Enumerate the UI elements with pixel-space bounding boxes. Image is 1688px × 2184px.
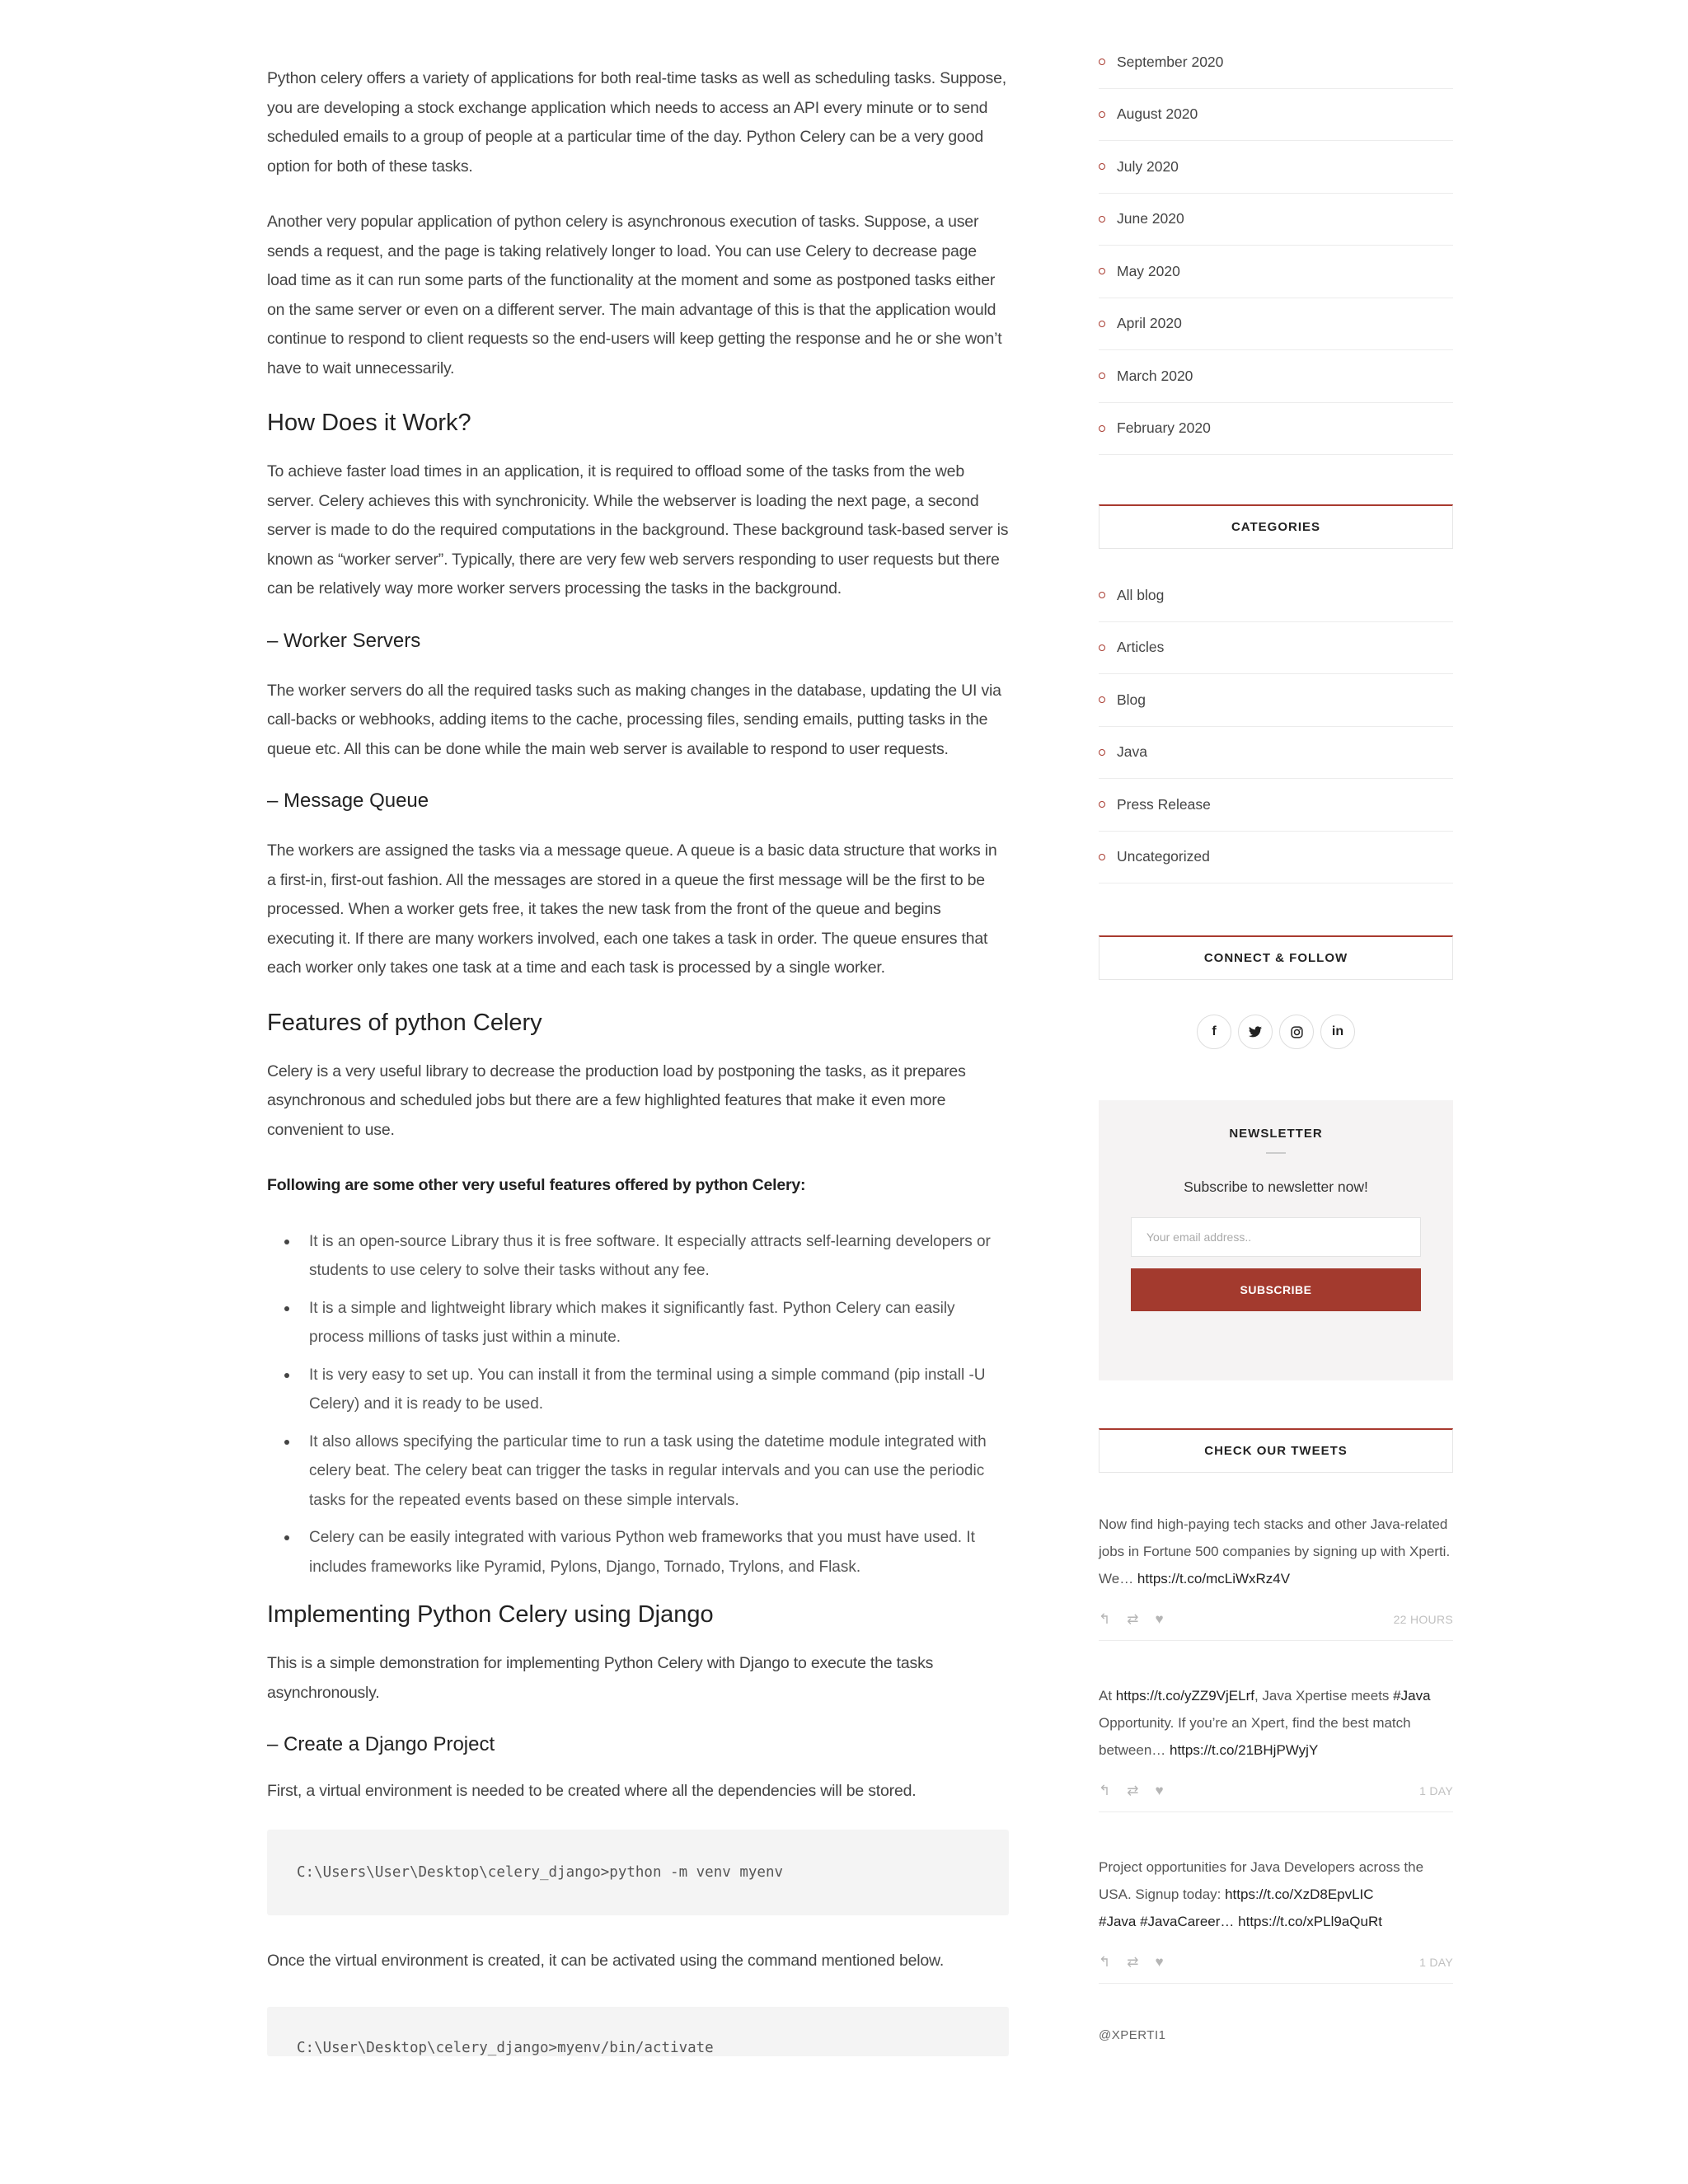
tweet-time: 22 HOURS: [1393, 1613, 1453, 1626]
archive-link[interactable]: May 2020: [1117, 262, 1180, 279]
archive-item[interactable]: [1099, 194, 1453, 246]
archive-link[interactable]: July 2020: [1117, 157, 1179, 175]
list-item: It is very easy to set up. You can install it from the terminal using a simple command (pip install -U Celery) and it is ready to be used.: [309, 1361, 1009, 1419]
category-item[interactable]: [1099, 779, 1453, 832]
archive-link[interactable]: April 2020: [1117, 315, 1182, 332]
bullet-icon: [1099, 696, 1105, 703]
archive-link[interactable]: March 2020: [1117, 367, 1193, 384]
tweets-widget: [1099, 1428, 1453, 2042]
tweet: [1099, 1854, 1453, 1984]
list-item: It is a simple and lightweight library which makes it significantly fast. Python Celery can easily process millions of tasks just within a minute.: [309, 1294, 1009, 1352]
archive-item[interactable]: [1099, 298, 1453, 351]
tweet-text-part: Now find high-paying tech stacks and other Java-related jobs in Fortune 500 companies by signing up with Xperti. We…: [1099, 1516, 1451, 1586]
retweet-icon[interactable]: ⇄: [1127, 1611, 1139, 1627]
tweet-text: [1099, 1682, 1453, 1764]
heart-icon[interactable]: ♥: [1155, 1954, 1164, 1970]
heart-icon[interactable]: ♥: [1155, 1783, 1164, 1798]
reply-icon[interactable]: ↰: [1099, 1611, 1111, 1627]
email-field[interactable]: [1131, 1217, 1421, 1257]
archive-item[interactable]: [1099, 350, 1453, 403]
tweet: [1099, 1682, 1453, 1812]
bullet-icon: [1099, 216, 1105, 223]
tweet-text: [1099, 1511, 1453, 1592]
paragraph: Another very popular application of python celery is asynchronous execution of tasks. Suppose, a user sends a request, and the page is taking relatively longer to load. You can use Celery to decrease page load time as it can run some parts of the functionality at the moment and some as postponed tasks either on the same server or even on a different server. The main advantage of this is that the application would continue to respond to client requests so the end-users will keep getting the response and he or she won’t have to wait unnecessarily.: [267, 213, 1002, 377]
connect-widget: [1099, 935, 1453, 1049]
archive-link[interactable]: September 2020: [1117, 53, 1224, 70]
newsletter-subtitle: Subscribe to newsletter now!: [1184, 1179, 1368, 1195]
category-link[interactable]: Press Release: [1117, 795, 1211, 813]
paragraph-features-intro: Following are some other very useful features offered by python Celery:: [267, 1176, 806, 1194]
tweet-link[interactable]: https://t.co/mcLiWxRz4V: [1133, 1571, 1291, 1586]
tweet-text-part: Opportunity. If you’re an Xpert, find the best match between…: [1099, 1715, 1411, 1758]
heading-features: Features of python Celery: [267, 1009, 542, 1036]
tweet-link[interactable]: https://t.co/xPLl9aQuRt: [1234, 1914, 1382, 1929]
subscribe-button[interactable]: SUBSCRIBE: [1131, 1268, 1421, 1311]
bullet-icon: [1099, 321, 1105, 327]
archive-link[interactable]: August 2020: [1117, 105, 1198, 123]
category-item[interactable]: [1099, 622, 1453, 675]
bullet-icon: [1099, 854, 1105, 860]
archive-item[interactable]: [1099, 89, 1453, 142]
social-links: [1099, 1015, 1453, 1049]
divider: [1266, 1152, 1286, 1154]
tweet-actions: [1099, 1770, 1453, 1811]
reply-icon[interactable]: ↰: [1099, 1954, 1111, 1970]
newsletter-title: NEWSLETTER: [1229, 1127, 1323, 1141]
archive-link[interactable]: February 2020: [1117, 419, 1211, 437]
paragraph: The worker servers do all the required tasks such as making changes in the database, updating the UI via call-backs or webhooks, adding items to the cache, processing files, sending emails, putting tasks in the queue etc. All this can be done while the main web server is available to respond to user requests.: [267, 681, 1001, 758]
linkedin-icon[interactable]: in: [1320, 1015, 1355, 1049]
bullet-icon: [1099, 111, 1105, 118]
list-item: It also allows specifying the particular time to run a task using the datetime module integrated with celery beat. The celery beat can trigger the tasks in regular intervals and you can use the periodic tasks for the repeated events based on these simple intervals.: [309, 1427, 1009, 1516]
tweet-actions: [1099, 1599, 1453, 1640]
heading-implementing: Implementing Python Celery using Django: [267, 1601, 714, 1628]
archive-link[interactable]: June 2020: [1117, 210, 1184, 227]
tweet-actions: [1099, 1942, 1453, 1983]
heading-message-queue: – Message Queue: [267, 790, 429, 812]
archive-item[interactable]: [1099, 403, 1453, 456]
archive-item[interactable]: [1099, 246, 1453, 298]
facebook-icon[interactable]: f: [1197, 1015, 1231, 1049]
heart-icon[interactable]: ♥: [1155, 1611, 1164, 1627]
connect-title: CONNECT & FOLLOW: [1099, 935, 1453, 980]
tweet-time: 1 DAY: [1419, 1956, 1453, 1969]
archives-list: [1099, 36, 1453, 455]
categories-list: [1099, 569, 1453, 883]
category-item[interactable]: [1099, 727, 1453, 780]
category-link[interactable]: All blog: [1117, 586, 1165, 603]
tweet-text-part: , Java Xpertise meets: [1254, 1688, 1394, 1704]
tweet-link[interactable]: https://t.co/21BHjPWyjY: [1170, 1742, 1319, 1758]
code-text: C:\Users\User\Desktop\celery_django>python -m venv myenv: [297, 1863, 784, 1881]
category-item[interactable]: [1099, 674, 1453, 727]
paragraph: Celery is a very useful library to decrease the production load by postponing the tasks, as it prepares asynchronous and scheduled jobs but there are a few highlighted features that make it even more convenient to use.: [267, 1062, 966, 1139]
paragraph: This is a simple demonstration for implementing Python Celery with Django to execute the tasks asynchronously.: [267, 1654, 934, 1702]
category-link[interactable]: Java: [1117, 743, 1147, 761]
reply-icon[interactable]: ↰: [1099, 1783, 1111, 1798]
archives-widget: [1099, 36, 1453, 455]
list-item: Celery can be easily integrated with various Python web frameworks that you must have used. It includes frameworks like Pyramid, Pylons, Django, Tornado, Trylons, and Flask.: [309, 1523, 1009, 1582]
bullet-icon: [1099, 59, 1105, 65]
code-block[interactable]: [267, 1830, 1009, 1915]
tweet-hashtag[interactable]: #Java: [1393, 1688, 1431, 1704]
tweet-link[interactable]: https://t.co/XzD8EpvLIC: [1225, 1886, 1374, 1902]
list-item: It is an open-source Library thus it is free software. It especially attracts self-learning developers or students to use celery to solve their tasks without any fee.: [309, 1227, 1009, 1286]
category-link[interactable]: Uncategorized: [1117, 848, 1210, 865]
categories-widget: [1099, 504, 1453, 883]
bullet-icon: [1099, 644, 1105, 651]
paragraph: Once the virtual environment is created, it can be activated using the command mentioned below.: [267, 1951, 945, 1970]
features-list: [267, 1227, 1009, 1582]
bullet-icon: [1099, 163, 1105, 170]
tweet-hashtag[interactable]: #Java #JavaCareer…: [1099, 1914, 1235, 1929]
heading-create-project: – Create a Django Project: [267, 1733, 495, 1755]
retweet-icon[interactable]: ⇄: [1127, 1954, 1139, 1970]
instagram-icon[interactable]: [1279, 1015, 1314, 1049]
newsletter-widget: [1099, 1100, 1453, 1380]
bullet-icon: [1099, 425, 1105, 432]
archive-item[interactable]: [1099, 141, 1453, 194]
bullet-icon: [1099, 749, 1105, 756]
tweet-time: 1 DAY: [1419, 1784, 1453, 1797]
archive-item[interactable]: [1099, 36, 1453, 89]
category-item[interactable]: [1099, 569, 1453, 622]
heading-how-it-works: How Does it Work?: [267, 410, 471, 436]
bullet-icon: [1099, 373, 1105, 379]
twitter-handle[interactable]: @XPERTI1: [1099, 2028, 1166, 2042]
paragraph: Python celery offers a variety of applications for both real-time tasks as well as scheduling tasks. Suppose, you are developing a stock exchange application which needs to access an API every minute or to send scheduled emails to a group of people at a particular time of the day. Python Celery can be a very good option for both of these tasks.: [267, 69, 1006, 176]
paragraph: The workers are assigned the tasks via a message queue. A queue is a basic data structure that works in a first-in, first-out fashion. All the messages are stored in a queue the first message will be the first to be processed. When a worker gets free, it takes the new task from the front of the queue and begins executing it. If there are many workers involved, each one takes a task in order. The queue ensures that each worker only takes one task at a time and each task is processed by a single worker.: [267, 841, 997, 977]
paragraph: First, a virtual environment is needed to be created where all the dependencies will be stored.: [267, 1782, 917, 1800]
retweet-icon[interactable]: ⇄: [1127, 1783, 1139, 1798]
category-item[interactable]: [1099, 832, 1453, 884]
tweet: [1099, 1511, 1453, 1641]
instagram-glyph: [1291, 1026, 1303, 1038]
bullet-icon: [1099, 268, 1105, 274]
bullet-icon: [1099, 801, 1105, 808]
paragraph: To achieve faster load times in an application, it is required to offload some of the tasks from the web server. Celery achieves this with synchronicity. While the webserver is loading the next page, a second server is made to do the required computations in the background. These background task-based server is known as “worker server”. Typically, there are very few web servers responding to user requests but there can be relatively way more worker servers processing the tasks in the background.: [267, 462, 1009, 598]
article-body: [267, 64, 1009, 2056]
twitter-icon[interactable]: [1238, 1015, 1273, 1049]
code-text: C:\User\Desktop\celery_django>myenv/bin/activate: [297, 2040, 714, 2056]
heading-worker-servers: – Worker Servers: [267, 629, 421, 652]
categories-title: CATEGORIES: [1099, 504, 1453, 549]
tweet-text: [1099, 1854, 1453, 1935]
tweet-link[interactable]: https://t.co/yZZ9VjELrf: [1115, 1688, 1254, 1704]
category-link[interactable]: Blog: [1117, 691, 1146, 708]
tweet-text-part: At: [1099, 1688, 1116, 1704]
code-block[interactable]: [267, 2007, 1009, 2056]
category-link[interactable]: Articles: [1117, 639, 1165, 656]
bullet-icon: [1099, 592, 1105, 598]
tweets-title: CHECK OUR TWEETS: [1099, 1428, 1453, 1473]
tweet-text-part: Project opportunities for Java Developers across the USA. Signup today:: [1099, 1859, 1424, 1902]
twitter-bird-glyph: [1249, 1026, 1262, 1038]
